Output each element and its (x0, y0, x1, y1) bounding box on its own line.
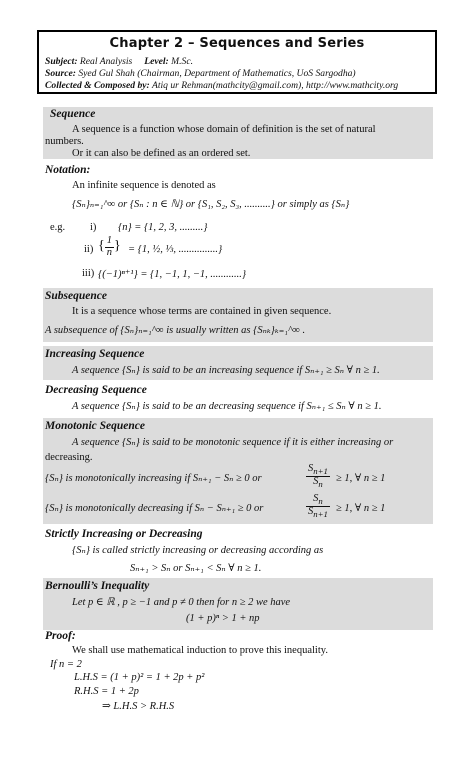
proof-rhs: R.H.S = 1 + 2p (74, 686, 139, 697)
example-2-label: ii) (84, 244, 94, 255)
notation-expression: {Sₙ}ₙ₌₁^∞ or {Sₙ : n ∈ ℕ} or {S₁, S₂, S₃, ..........} or simply as {Sₙ} (72, 199, 350, 210)
sequence-text-2: numbers. (45, 136, 84, 147)
bernoulli-inequality: (1 + p)ⁿ > 1 + np (186, 613, 260, 624)
subject-value: Real Analysis (79, 56, 133, 67)
proof-lhs: L.H.S = (1 + p)² = 1 + 2p + p² (74, 672, 205, 683)
notation-text: An infinite sequence is denoted as (72, 180, 216, 191)
increasing-ratio: $\frac{S_{n+1}}{S_n}$ (308, 463, 328, 489)
proof-heading: Proof: (45, 630, 76, 642)
proof-conclusion: ⇒ L.H.S > R.H.S (102, 701, 175, 712)
level-label: Level: (144, 56, 169, 67)
source-value: Syed Gul Shah (Chairman, Department of Mathematics, UoS Sargodha) (78, 68, 356, 79)
decreasing-text: A sequence {Sₙ} is said to be an decreasing sequence if Sₙ₊₁ ≤ Sₙ ∀ n ≥ 1. (72, 401, 382, 412)
level-value: M.Sc. (171, 56, 193, 67)
sequence-text-1: A sequence is a function whose domain of definition is the set of natural (72, 124, 376, 135)
bernoulli-text: Let p ∈ ℝ , p ≥ −1 and p ≠ 0 then for n ≥ 2 we have (72, 597, 291, 608)
example-3: {(−1)ⁿ⁺¹} = {1, −1, 1, −1, ............} (98, 269, 247, 280)
sequence-text-3: Or it can also be defined as an ordered set. (72, 148, 251, 159)
monotonic-decreasing: {Sₙ} is monotonically decreasing if Sₙ − Sₙ₊₁ ≥ 0 or (45, 503, 264, 514)
strict-text-1: {Sₙ} is called strictly increasing or decreasing according as (72, 545, 324, 556)
increasing-text: A sequence {Sₙ} is said to be an increasing sequence if Sₙ₊₁ ≥ Sₙ ∀ n ≥ 1. (72, 365, 380, 376)
subject-line (45, 56, 193, 67)
collected-label: Collected & Composed by: (45, 80, 150, 91)
collected-value: Atiq ur Rehman(mathcity@gmail.com), http://www.mathcity.org (151, 80, 399, 91)
example-2-lhs: { $\frac{1}{n}$ } (98, 235, 121, 258)
collected-line (45, 80, 398, 91)
source-line (45, 68, 356, 79)
increasing-heading: Increasing Sequence (45, 348, 145, 360)
notation-heading: Notation: (45, 164, 91, 176)
proof-text-1: We shall use mathematical induction to prove this inequality. (72, 645, 328, 656)
strict-text-2: Sₙ₊₁ > Sₙ or Sₙ₊₁ < Sₙ ∀ n ≥ 1. (130, 563, 262, 574)
strict-heading: Strictly Increasing or Decreasing (45, 528, 203, 540)
example-3-label: iii) (82, 268, 95, 279)
example-1-label: i) (90, 222, 97, 233)
sequence-heading: Sequence (50, 108, 96, 120)
subsequence-text-1: It is a sequence whose terms are contained in given sequence. (72, 306, 332, 317)
decreasing-ratio: $\frac{S_n}{S_{n+1}}$ (308, 493, 328, 519)
monotonic-decreasing-tail: ≥ 1, ∀ n ≥ 1 (336, 503, 386, 514)
subject-label: Subject: (45, 56, 78, 67)
subsequence-heading: Subsequence (45, 290, 107, 302)
source-label: Source: (45, 68, 76, 79)
decreasing-heading: Decreasing Sequence (45, 384, 147, 396)
subsequence-text-2: A subsequence of {Sₙ}ₙ₌₁^∞ is usually written as {Sₙₖ}ₖ₌₁^∞ . (45, 325, 306, 336)
bernoulli-heading: Bernoulli’s Inequality (45, 580, 150, 592)
example-2-rhs: = {1, ½, ⅓, ...............} (128, 244, 223, 255)
eg-label: e.g. (50, 222, 66, 233)
chapter-title: Chapter 2 – Sequences and Series (109, 36, 365, 51)
monotonic-text-1: A sequence {Sₙ} is said to be monotonic sequence if it is either increasing or (72, 437, 394, 448)
monotonic-increasing: {Sₙ} is monotonically increasing if Sₙ₊₁ − Sₙ ≥ 0 or (45, 473, 262, 484)
proof-text-2: If n = 2 (50, 659, 82, 670)
monotonic-increasing-tail: ≥ 1, ∀ n ≥ 1 (336, 473, 386, 484)
monotonic-heading: Monotonic Sequence (45, 420, 145, 432)
example-1: {n} = {1, 2, 3, .........} (118, 222, 208, 233)
monotonic-text-2: decreasing. (45, 452, 93, 463)
